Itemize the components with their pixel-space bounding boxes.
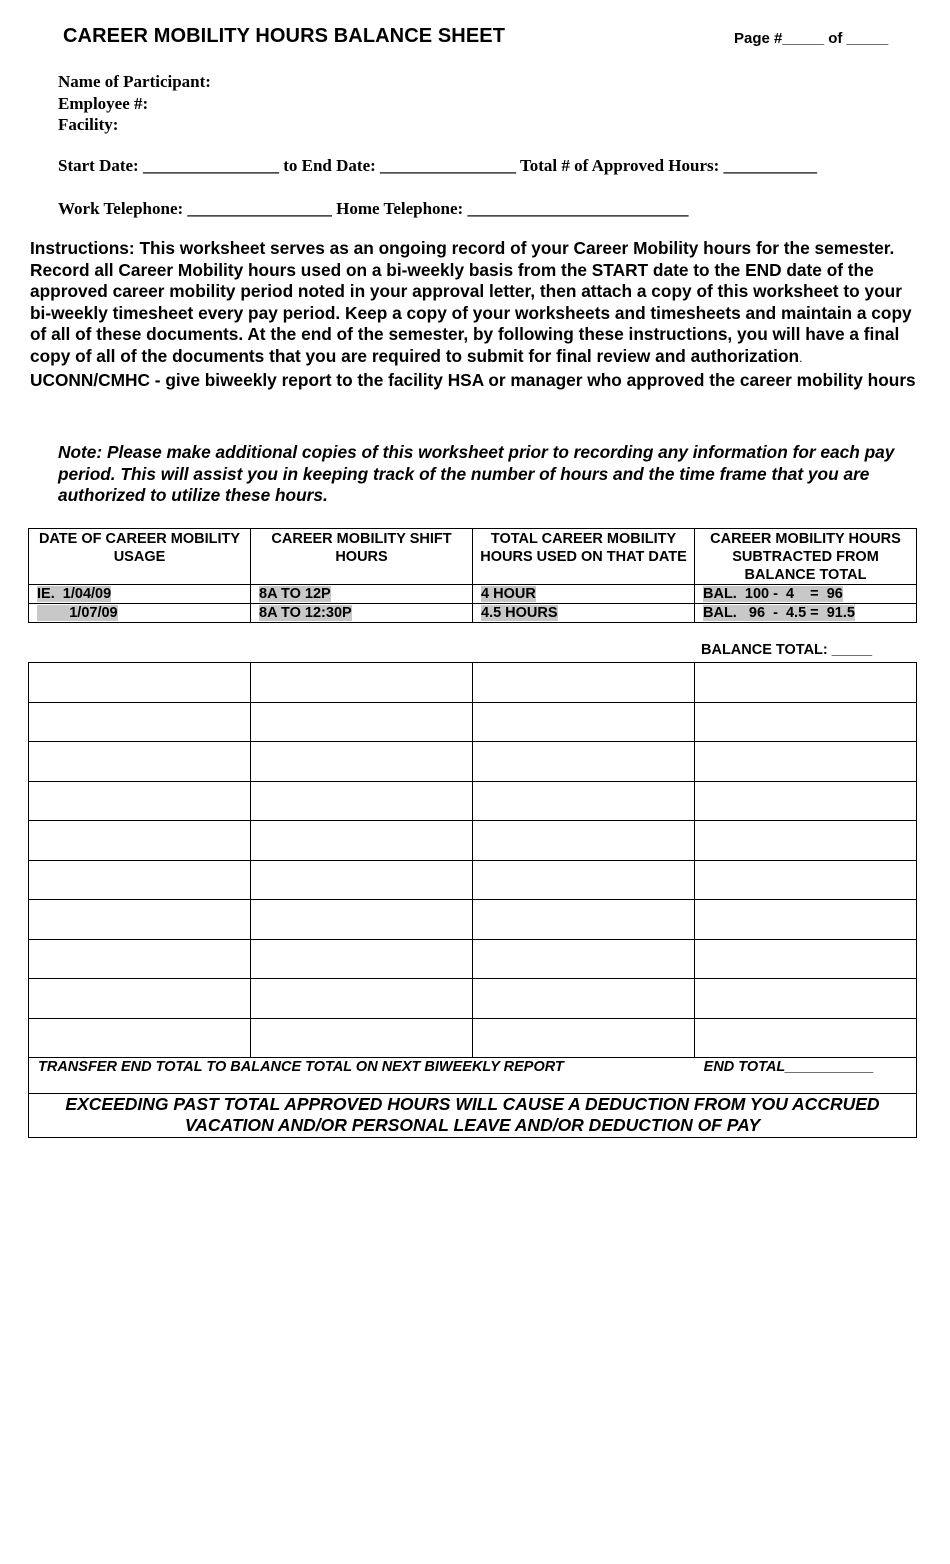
entry-cell[interactable] [695,663,917,703]
balance-total-field[interactable]: BALANCE TOTAL: _____ [701,642,873,658]
warning-text: EXCEEDING PAST TOTAL APPROVED HOURS WILL CAUSE A DEDUCTION FROM YOU ACCRUED VACATION AND/OR PERSONAL LEAVE AND/OR DEDUCTION OF PAY [29,1094,917,1138]
example-cell [29,585,251,604]
table-row [29,860,917,900]
example-cell [473,604,695,623]
date-range-line[interactable]: Start Date: ________________ to End Date: ________________ Total # of Approved Hours: ___________ [58,156,818,175]
instructions [30,238,925,391]
column-header-shift: CAREER MOBILITY SHIFT HOURS [251,529,473,585]
table-row [29,663,917,703]
instructions-text: Instructions: This worksheet serves as an ongoing record of your Career Mobility hours for the semester. Record all Career Mobility hours used on a bi-weekly basis from the START date to the END date of the approved career mobility period noted in your approval letter, then attach a copy of this worksheet to your bi-weekly timesheet every pay period. Keep a copy of your worksheets and timesheets and maintain a copy of all of these documents. At the end of the semester, by following these instructions, you will have a final copy of all of the documents that you are required to submit for final review and authorization [30,238,912,366]
entry-cell[interactable] [29,900,251,940]
table-row [29,781,917,821]
entry-cell[interactable] [473,860,695,900]
entry-cell[interactable] [29,860,251,900]
entry-cell[interactable] [473,781,695,821]
entry-cell[interactable] [695,781,917,821]
entry-cell[interactable] [29,663,251,703]
entry-cell[interactable] [29,939,251,979]
entry-cell[interactable] [251,939,473,979]
column-header-date: DATE OF CAREER MOBILITY USAGE [29,529,251,585]
example-balance: BAL. 100 - 4 = 96 [703,586,843,602]
entry-cell[interactable] [695,742,917,782]
entry-cell[interactable] [29,702,251,742]
entry-cell[interactable] [29,781,251,821]
entry-cell[interactable] [473,1018,695,1058]
example-cell [251,585,473,604]
end-total-field[interactable]: END TOTAL___________ [703,1059,874,1075]
example-shift: 8A TO 12:30P [259,605,352,621]
entry-cell[interactable] [473,821,695,861]
example-cell [29,604,251,623]
example-hours: 4 HOUR [481,586,536,602]
entry-cell[interactable] [29,821,251,861]
entry-cell[interactable] [695,939,917,979]
table-row [29,742,917,782]
example-cell [251,604,473,623]
example-row [29,604,917,623]
example-cell [473,585,695,604]
entry-cell[interactable] [251,781,473,821]
column-header-total-hours: TOTAL CAREER MOBILITY HOURS USED ON THAT DATE [473,529,695,585]
entry-cell[interactable] [473,979,695,1019]
transfer-row [29,1058,917,1094]
page-title: CAREER MOBILITY HOURS BALANCE SHEET [63,25,506,47]
entry-cell[interactable] [695,979,917,1019]
entry-cell[interactable] [251,860,473,900]
example-table [28,528,917,623]
example-cell [695,604,917,623]
example-shift: 8A TO 12P [259,586,331,602]
table-row [29,900,917,940]
note: Note: Please make additional copies of this worksheet prior to recording any information for each pay period. This will assist you in keeping track of the number of hours and the time frame that you are authorized to utilize these hours. [58,442,895,506]
example-hours: 4.5 HOURS [481,605,558,621]
entry-cell[interactable] [29,979,251,1019]
table-row [29,939,917,979]
example-cell [695,585,917,604]
entry-cell[interactable] [251,742,473,782]
entry-cell[interactable] [251,702,473,742]
example-date: 1/07/09 [37,605,118,621]
table-row [29,1018,917,1058]
header-row [29,529,917,585]
instructions-period: . [799,350,803,365]
entry-cell[interactable] [695,702,917,742]
participant-name-label: Name of Participant: [58,72,211,91]
entry-cell[interactable] [251,900,473,940]
column-header-subtracted: CAREER MOBILITY HOURS SUBTRACTED FROM BALANCE TOTAL [695,529,917,585]
entry-cell[interactable] [473,742,695,782]
uconn-instructions: UCONN/CMHC - give biweekly report to the facility HSA or manager who approved the career mobility hours [30,369,916,390]
facility-label: Facility: [58,115,119,134]
entry-cell[interactable] [473,702,695,742]
warning-row [29,1094,917,1138]
employee-number-label: Employee #: [58,93,149,113]
entry-cell[interactable] [473,663,695,703]
entry-cell[interactable] [251,663,473,703]
entry-cell[interactable] [473,939,695,979]
entry-cell[interactable] [251,979,473,1019]
entry-cell[interactable] [695,1018,917,1058]
entry-cell[interactable] [29,742,251,782]
participant-info [58,71,211,136]
table-row [29,979,917,1019]
entry-cell[interactable] [695,860,917,900]
entry-cell[interactable] [29,1018,251,1058]
example-date: IE. 1/04/09 [37,586,112,602]
entry-table [28,662,917,1138]
entry-cell[interactable] [473,900,695,940]
page-number-field[interactable]: Page #_____ of _____ [734,30,889,47]
example-row [29,585,917,604]
transfer-cell [29,1058,917,1094]
table-row [29,821,917,861]
entry-cell[interactable] [695,900,917,940]
transfer-instruction: TRANSFER END TOTAL TO BALANCE TOTAL ON NEXT BIWEEKLY REPORT [38,1059,564,1075]
table-row [29,702,917,742]
entry-cell[interactable] [251,821,473,861]
entry-cell[interactable] [695,821,917,861]
entry-cell[interactable] [251,1018,473,1058]
telephone-line[interactable]: Work Telephone: _________________ Home Telephone: __________________________ [58,199,689,218]
example-balance: BAL. 96 - 4.5 = 91.5 [703,605,855,621]
